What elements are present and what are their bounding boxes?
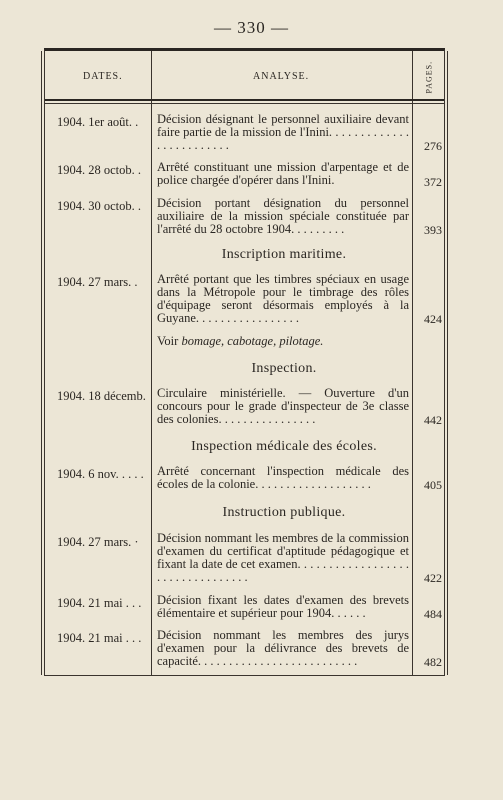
header-pages: PAGES. [424,60,434,94]
entry-text: Décision portant désignation du personnel auxiliaire de la mission spéciale constituée par l'arrêté du 28 octobre 1904. . . . . . . . . [157,196,409,236]
index-table [44,48,445,676]
entry-date: 1904. 21 mai . . . [57,596,142,610]
entry-page: 484 [424,607,442,621]
entry-date: 1904. 28 octob. . [57,163,142,177]
entry-date: 1904. 27 mars. . [57,275,138,289]
entry-text: Décision nommant les membres des jurys d'examen pour la délivrance des brevets de capacité. . . . . . . . . . . . . . . . . . . . . . . . . . [157,628,409,668]
entry-date: 1904. 27 mars. · [57,535,139,549]
entry-text: Circulaire ministérielle. — Ouverture d'un concours pour le grade d'inspecteur de 3e classe des colonies. . . . . . . . . . . . . . . . [157,386,409,426]
see-also-prefix: Voir [157,334,179,348]
see-also-reference [157,334,411,349]
header-rule [45,99,444,101]
entry-text: Décision fixant les dates d'examen des brevets élémentaire et supérieur pour 1904. . . . . . [157,593,409,620]
entry-page: 422 [424,571,442,585]
section-heading: Instruction publique. [222,505,346,520]
entry-page: 442 [424,413,442,427]
entry-date: 1904. 30 octob. . [57,199,142,213]
entry-text: Arrêté concernant l'inspection médicale des écoles de la colonie. . . . . . . . . . . . . . . . . . . [157,464,409,491]
header-analyse: ANALYSE. [253,71,310,82]
header-dates: DATES. [83,71,123,82]
entry-page: 405 [424,478,442,492]
entry-page: 372 [424,175,442,189]
section-heading: Inscription maritime. [221,247,347,262]
entry-date: 1904. 18 décemb. [57,389,146,403]
entry-page: 424 [424,312,442,326]
entry-page: 482 [424,655,442,669]
entry-text: Arrêté portant que les timbres spéciaux en usage dans la Métropole pour le timbrage des rôles d'équipage seront désormais employés à la Guyane. . . . . . . . . . . . . . . . . [157,272,409,325]
page-number: — 330 — [214,18,289,37]
entry-text: Décision nommant les membres de la commission d'examen du certificat d'aptitude pédagogique et fixant la date de cet examen. . . . . . . . . . . . . . . . . . . . . . . . . . . . . . . . . [157,531,409,584]
entry-date: 1904. 21 mai . . . [57,631,142,645]
see-also-refs: bomage, cabotage, pilotage. [181,334,324,348]
column-divider-dates [151,51,152,675]
entry-text: Décision désignant le personnel auxiliaire devant faire partie de la mission de l'Inini. . . . . . . . . . . . . . . . . . . . . . . . . [157,112,409,152]
entry-page: 276 [424,139,442,153]
entry-date: 1904. 6 nov. . . . . [57,467,144,481]
header-rule-thin [45,103,444,104]
entry-page: 393 [424,223,442,237]
section-heading: Inspection. [251,361,317,376]
entry-date: 1904. 1er août. . [57,115,139,129]
section-heading: Inspection médicale des écoles. [191,439,377,454]
entry-text: Arrêté constituant une mission d'arpentage et de police chargée d'opérer dans l'Inini. [157,160,409,187]
